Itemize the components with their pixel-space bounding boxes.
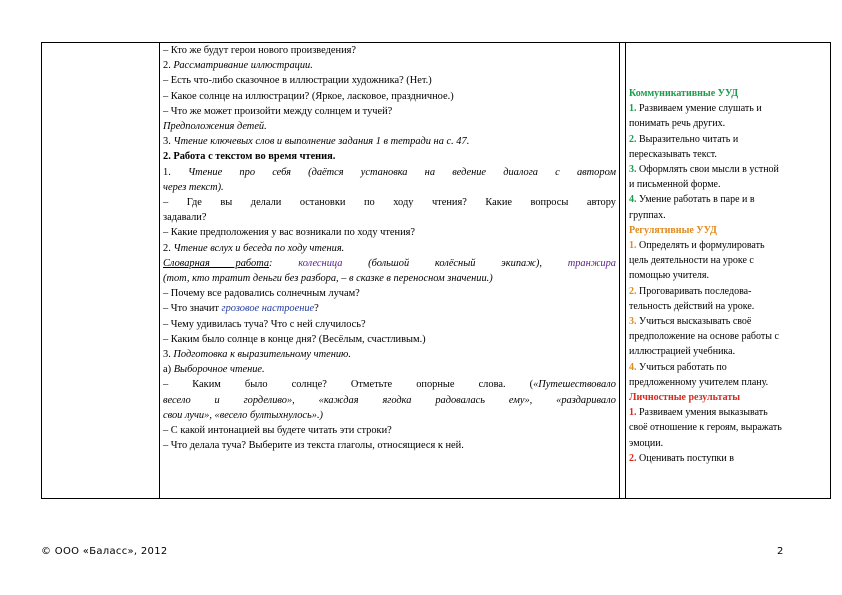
text-line: – Почему все радовались солнечным лучам? xyxy=(163,288,360,300)
uud-item: понимать речь других. xyxy=(629,118,726,130)
page-number: 2 xyxy=(777,546,784,557)
uud-item: цель деятельности на уроке с xyxy=(629,255,754,267)
text-line: а) Выборочное чтение. xyxy=(163,364,265,376)
text-line: через текст). xyxy=(163,181,224,193)
regulative-heading: Регулятивные УУД xyxy=(629,224,717,236)
text-line: свои лучи», «весело бултыхнулось».) xyxy=(163,409,324,421)
text-line: – Где вы делали остановки по ходу чтения? Какие вопросы автору xyxy=(163,197,616,209)
uud-item: 1. Развиваем умения выказывать xyxy=(629,407,768,419)
text-line: – Каким было солнце? Отметьте опорные слова. («Путешествовало xyxy=(163,379,616,391)
column-divider xyxy=(159,43,160,498)
communicative-heading: Коммуникативные УУД xyxy=(629,88,739,99)
personal-heading: Личностные результаты xyxy=(629,392,741,404)
text-line: 2. Рассматривание иллюстрации. xyxy=(163,60,313,72)
uud-item: 2. Проговаривать последова- xyxy=(629,285,752,297)
vocabulary-line: Словарная работа: колесница (большой колёсный экипаж), транжира xyxy=(163,257,616,269)
lesson-table xyxy=(41,42,831,499)
text-line: 3. Чтение ключевых слов и выполнение задания 1 в тетради на с. 47. xyxy=(163,136,470,148)
text-line: – Что же может произойти между солнцем и тучей? xyxy=(163,105,393,117)
text-line: (тот, кто тратит деньги без разбора, – в сказке в переносном значении.) xyxy=(163,273,493,285)
text-line: задавали? xyxy=(163,212,207,224)
uud-item: своё отношение к героям, выражать xyxy=(629,422,782,434)
text-line: 3. Подготовка к выразительному чтению. xyxy=(163,349,351,361)
uud-item: предложенному учителем плану. xyxy=(629,376,769,388)
uud-item: предположение на основе работы с xyxy=(629,331,779,343)
text-line: – Какие предположения у вас возникали по ходу чтения? xyxy=(163,227,416,239)
uud-item: 1. Определять и формулировать xyxy=(629,240,765,252)
uud-item: эмоции. xyxy=(629,437,664,449)
uud-item: 4. Учиться работать по xyxy=(629,361,727,373)
uud-column xyxy=(629,86,827,466)
uud-item: пересказывать текст. xyxy=(629,148,717,160)
text-line: – С какой интонацией вы будете читать эти строки? xyxy=(163,425,392,437)
column-divider xyxy=(625,43,626,498)
uud-item: тельность действий на уроке. xyxy=(629,300,755,312)
text-line: – Чему удивилась туча? Что с ней случилось? xyxy=(163,318,366,330)
uud-item: 2. Выразительно читать и xyxy=(629,133,739,145)
text-line: 1. Чтение про себя (даётся установка на ведение диалога с автором xyxy=(163,166,617,178)
uud-item: 3. Оформлять свои мысли в устной xyxy=(629,164,779,176)
text-line: – Что делала туча? Выберите из текста глаголы, относящиеся к ней. xyxy=(163,440,464,452)
uud-item: 4. Умение работать в паре и в xyxy=(629,194,755,206)
uud-item: 2. Оценивать поступки в xyxy=(629,452,734,464)
text-line: – Каким было солнце в конце дня? (Весёлым, счастливым.) xyxy=(163,333,426,345)
text-line: – Какое солнце на иллюстрации? (Яркое, ласковое, праздничное.) xyxy=(163,90,454,102)
uud-item: 1. Развиваем умение слушать и xyxy=(629,103,762,115)
uud-item: 3. Учиться высказывать своё xyxy=(629,316,752,328)
text-line: Предположения детей. xyxy=(163,121,267,133)
text-line: – Есть что-либо сказочное в иллюстрации художника? (Нет.) xyxy=(163,75,432,87)
uud-item: группах. xyxy=(629,209,666,221)
uud-item: и письменной форме. xyxy=(629,179,721,191)
section-heading: 2. Работа с текстом во время чтения. xyxy=(163,151,336,163)
column-divider xyxy=(619,43,620,498)
lesson-content-column xyxy=(163,43,616,453)
uud-item: иллюстрацией учебника. xyxy=(629,346,736,358)
text-line: – Что значит грозовое настроение? xyxy=(163,303,319,315)
text-line: весело и горделиво», «каждая ягодка радовалась ему», «раздаривало xyxy=(163,394,616,406)
text-line: – Кто же будут герои нового произведения? xyxy=(163,45,357,56)
copyright-footer: © ООО «Баласс», 2012 xyxy=(41,546,168,557)
text-line: 2. Чтение вслух и беседа по ходу чтения. xyxy=(163,242,345,254)
uud-item: помощью учителя. xyxy=(629,270,709,282)
